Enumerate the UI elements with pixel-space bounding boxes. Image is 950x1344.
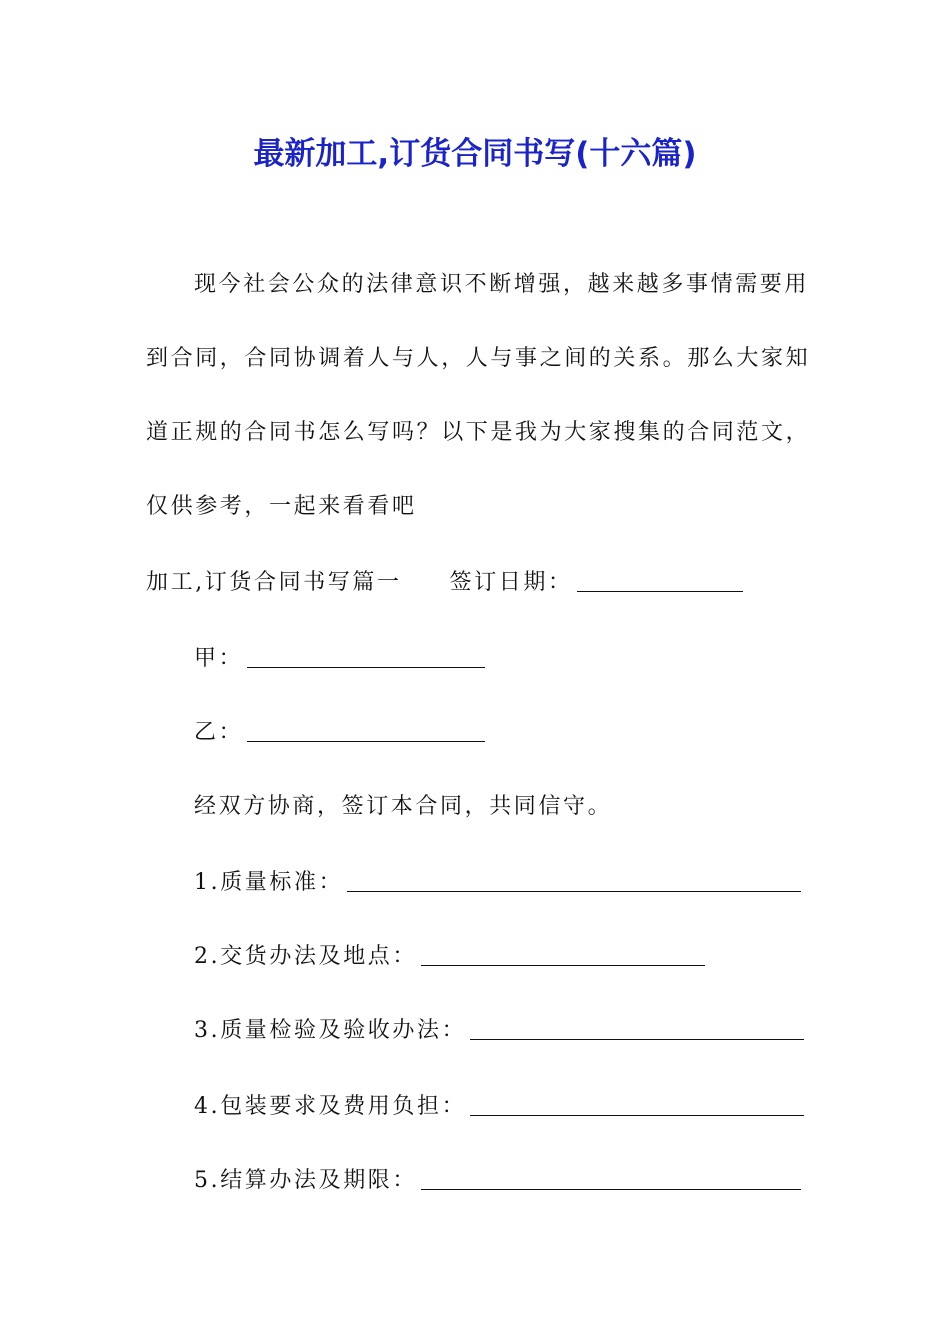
party-a-row xyxy=(194,644,485,674)
clause-blank-2[interactable] xyxy=(421,945,705,966)
party-b-blank[interactable] xyxy=(247,721,485,742)
clause-row-2 xyxy=(194,942,705,972)
clause-blank-5[interactable] xyxy=(421,1169,801,1190)
clause-label-5: 5.结算办法及期限： xyxy=(194,1168,417,1193)
clause-row-5 xyxy=(194,1166,801,1196)
intro-line-2: 到合同，合同协调着人与人，人与事之间的关系。那么大家知 xyxy=(146,346,811,371)
clause-row-4 xyxy=(194,1092,804,1122)
clause-label-1: 1.质量标准： xyxy=(194,870,344,895)
clause-blank-4[interactable] xyxy=(470,1095,804,1116)
clause-label-4: 4.包装要求及费用负担： xyxy=(194,1094,467,1119)
section-heading: 加工,订货合同书写篇一 xyxy=(146,570,402,595)
intro-line-4: 仅供参考，一起来看看吧 xyxy=(146,494,417,519)
clause-row-3 xyxy=(194,1016,804,1046)
document-title: 最新加工,订货合同书写(十六篇) xyxy=(253,136,697,172)
clause-label-3: 3.质量检验及验收办法： xyxy=(194,1018,467,1043)
clause-row-1 xyxy=(194,868,801,898)
intro-line-1: 现今社会公众的法律意识不断增强，越来越多事情需要用 xyxy=(194,272,810,297)
clause-blank-1[interactable] xyxy=(347,871,801,892)
intro-line-3: 道正规的合同书怎么写吗？以下是我为大家搜集的合同范文， xyxy=(146,420,811,445)
sign-date-label: 签订日期： xyxy=(449,570,573,595)
clause-label-2: 2.交货办法及地点： xyxy=(194,944,417,969)
party-a-blank[interactable] xyxy=(247,647,485,668)
party-b-label: 乙： xyxy=(194,720,244,745)
agreement-statement: 经双方协商，签订本合同，共同信守。 xyxy=(194,794,613,819)
section-heading-row xyxy=(146,568,743,598)
party-b-row xyxy=(194,718,485,748)
clause-blank-3[interactable] xyxy=(470,1019,804,1040)
sign-date-blank[interactable] xyxy=(577,571,743,592)
party-a-label: 甲： xyxy=(194,646,244,671)
